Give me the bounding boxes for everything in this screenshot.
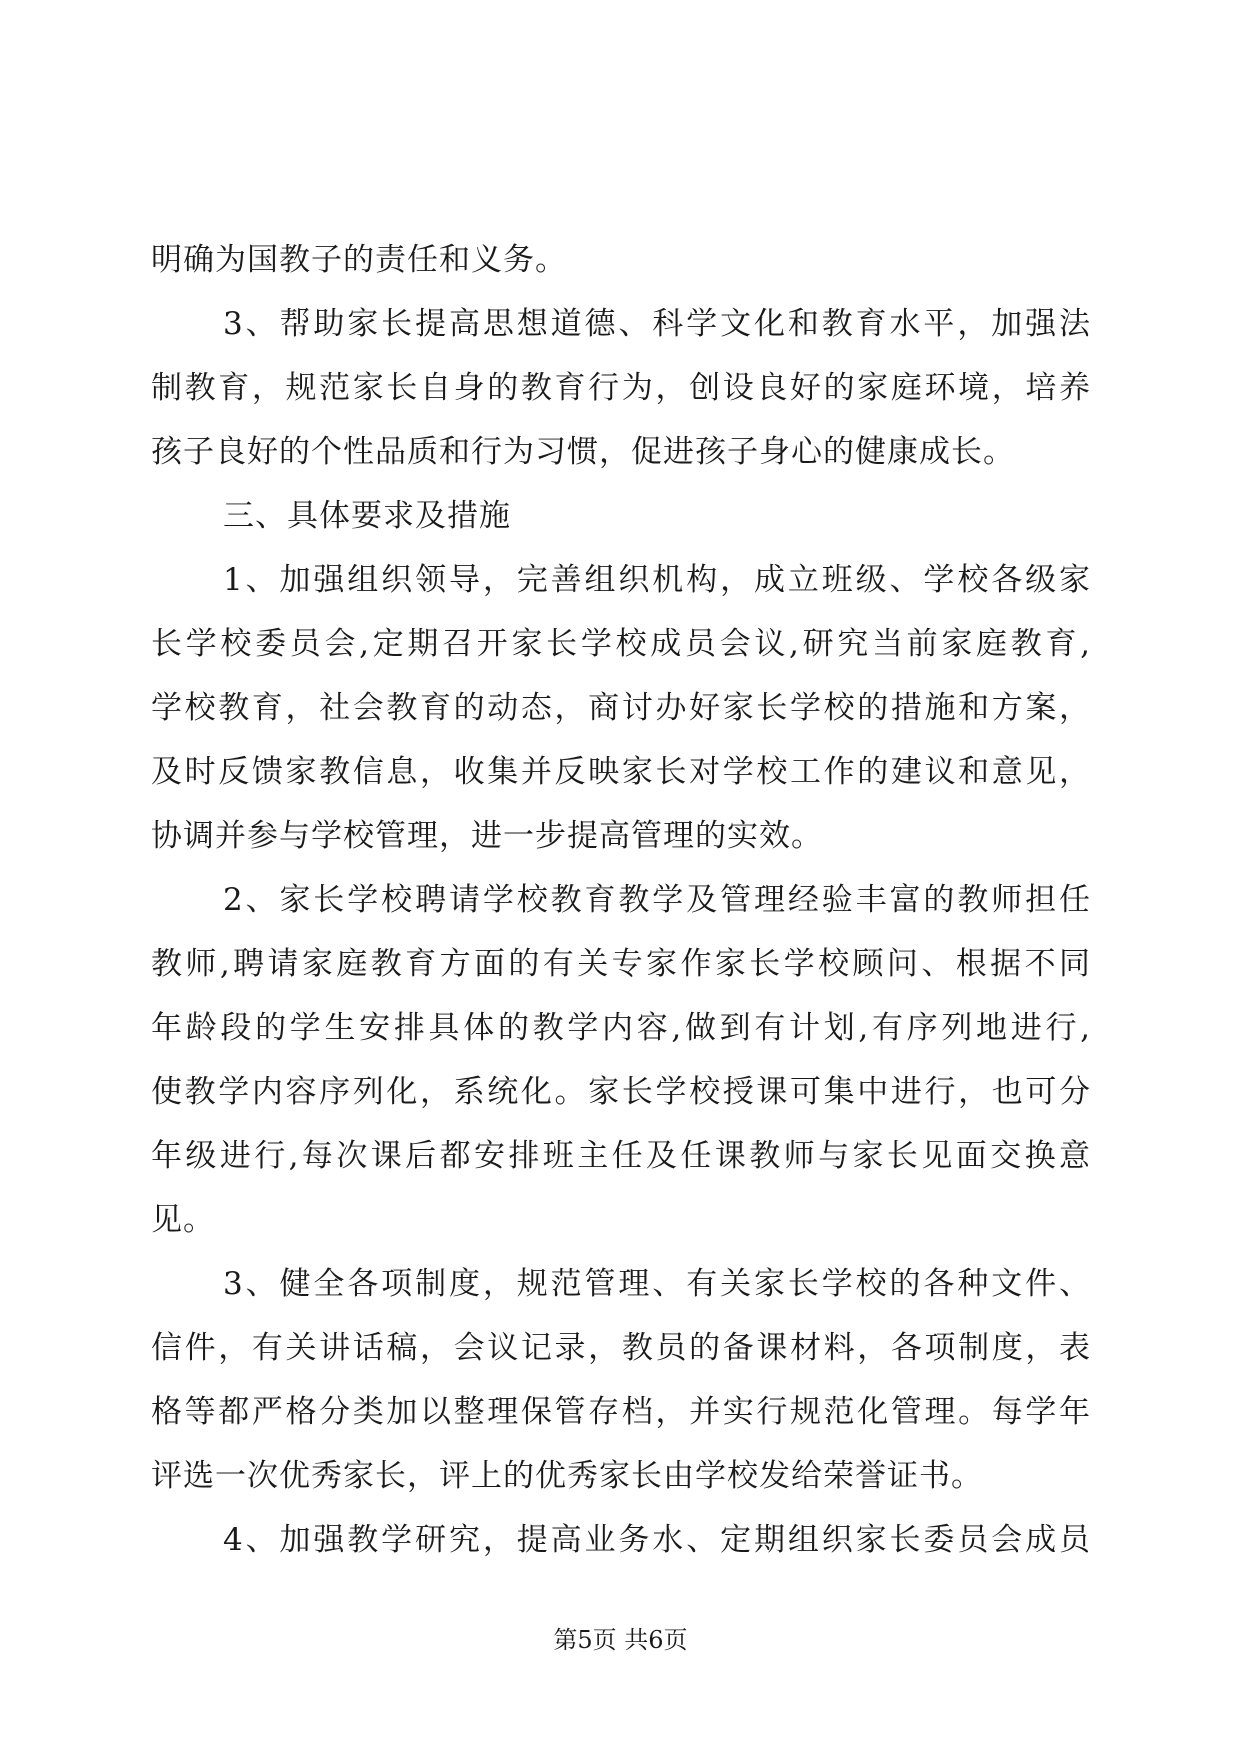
- text-line-14: 使教学内容序列化，系统化。家长学校授课可集中进行，也可分: [151, 1074, 1091, 1110]
- text-line-9: 及时反馈家教信息，收集并反映家长对学校工作的建议和意见，: [151, 754, 1091, 790]
- text-line-6: 1、加强组织领导，完善组织机构，成立班级、学校各级家: [223, 562, 1091, 598]
- text-line-4: 孩子良好的个性品质和行为习惯，促进孩子身心的健康成长。: [151, 434, 1015, 470]
- text-line-21: 4、加强教学研究，提高业务水、定期组织家长委员会成员: [223, 1522, 1091, 1558]
- text-line-15: 年级进行,每次课后都安排班主任及任课教师与家长见面交换意: [151, 1138, 1091, 1174]
- text-line-19: 格等都严格分类加以整理保管存档，并实行规范化管理。每学年: [151, 1394, 1091, 1430]
- document-body: [151, 228, 1091, 1572]
- text-line-16: 见。: [151, 1202, 215, 1238]
- text-line-17: 3、健全各项制度，规范管理、有关家长学校的各种文件、: [223, 1266, 1091, 1302]
- text-line-12: 教师,聘请家庭教育方面的有关专家作家长学校顾问、根据不同: [151, 946, 1091, 982]
- page-footer: 第5页 共6页: [553, 1626, 688, 1654]
- text-line-11: 2、家长学校聘请学校教育教学及管理经验丰富的教师担任: [223, 882, 1091, 918]
- text-line-1: 明确为国教子的责任和义务。: [151, 242, 567, 278]
- text-line-20: 评选一次优秀家长，评上的优秀家长由学校发给荣誉证书。: [151, 1458, 983, 1494]
- text-line-3: 制教育，规范家长自身的教育行为，创设良好的家庭环境，培养: [151, 370, 1091, 406]
- text-line-10: 协调并参与学校管理，进一步提高管理的实效。: [151, 818, 823, 854]
- text-line-13: 年龄段的学生安排具体的教学内容,做到有计划,有序列地进行,: [151, 1010, 1091, 1046]
- text-line-18: 信件，有关讲话稿，会议记录，教员的备课材料，各项制度，表: [151, 1330, 1091, 1366]
- section-heading: 三、具体要求及措施: [223, 498, 511, 534]
- text-line-8: 学校教育，社会教育的动态，商讨办好家长学校的措施和方案，: [151, 690, 1091, 726]
- text-line-7: 长学校委员会,定期召开家长学校成员会议,研究当前家庭教育,: [151, 626, 1091, 662]
- text-line-2: 3、帮助家长提高思想道德、科学文化和教育水平，加强法: [223, 306, 1091, 342]
